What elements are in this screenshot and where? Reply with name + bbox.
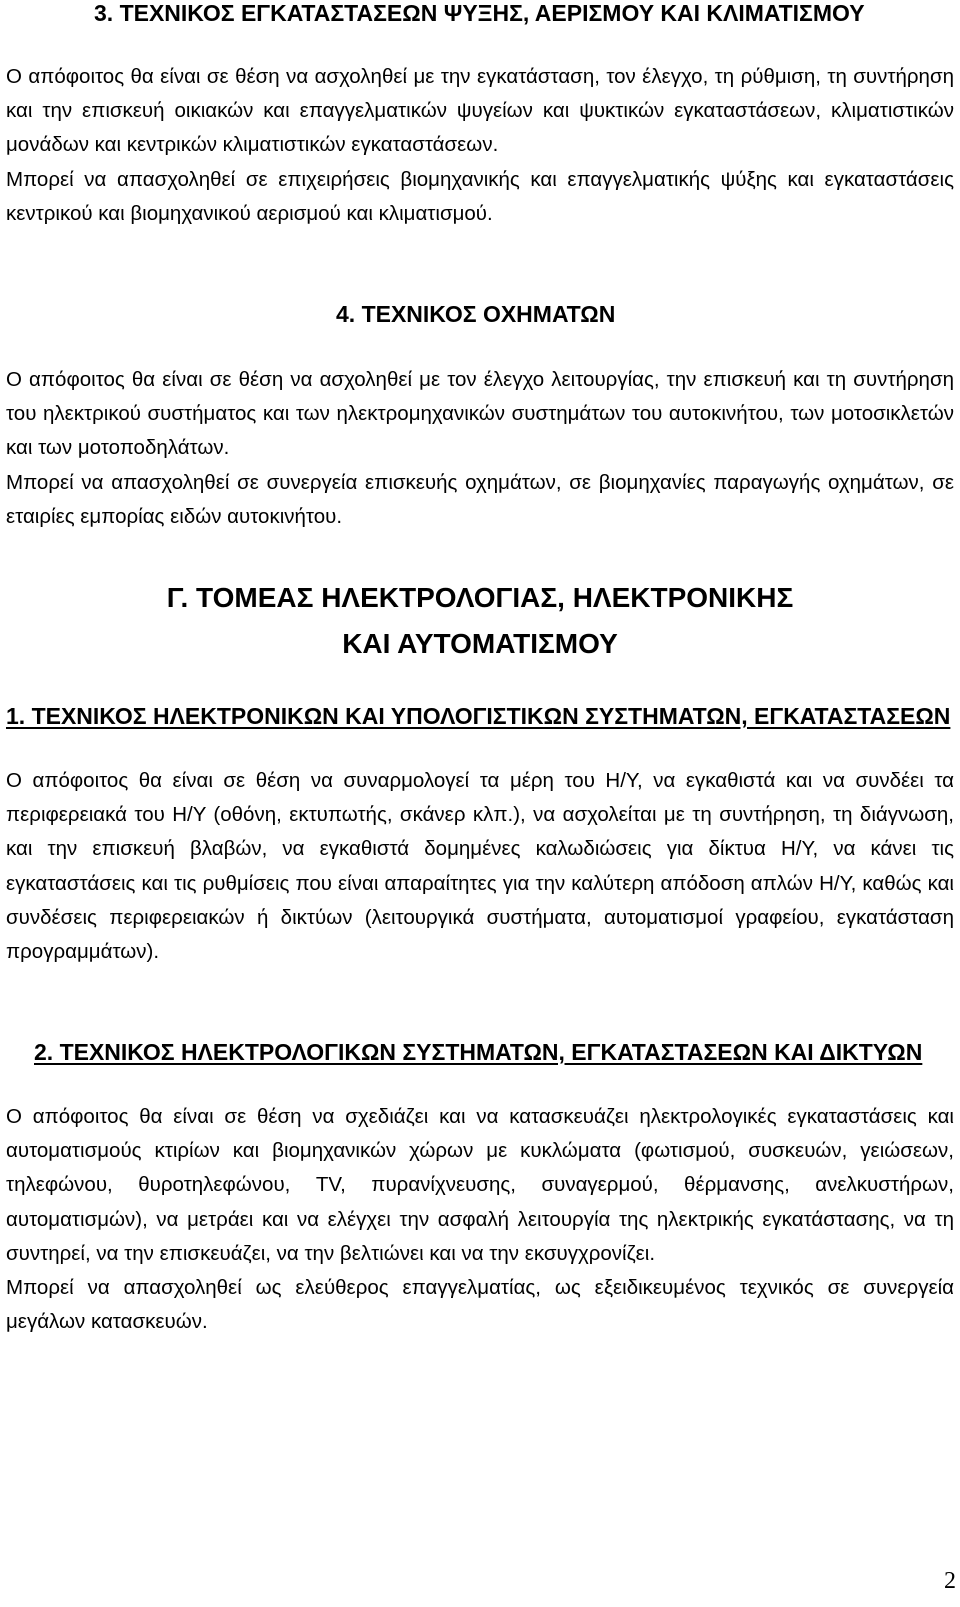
section-title-text: 3. ΤΕΧΝΙΚΟΣ ΕΓΚΑΤΑΣΤΑΣΕΩΝ ΨΥΞΗΣ, ΑΕΡΙΣΜΟΥ ΚΑΙ ΚΛΙΜΑΤΙΣΜΟΥ	[94, 0, 865, 26]
sector-heading-line-1: Γ. ΤΟΜΕΑΣ ΗΛΕΚΤΡΟΛΟΓΙΑΣ, ΗΛΕΚΤΡΟΝΙΚΗΣ	[166, 582, 794, 613]
paragraph: Ο απόφοιτος θα είναι σε θέση να ασχοληθεί με τον έλεγχο λειτουργίας, την επισκευή και τη συντήρηση του ηλεκτρικού συστήματος και των ηλεκτρομηχανικών συστημάτων του αυτοκινήτου, των μοτοσικλετών και των μοτοποδηλάτων.	[6, 368, 954, 460]
subsection-1-body	[6, 764, 954, 969]
section-title-text: 4. ΤΕΧΝΙΚΟΣ ΟΧΗΜΑΤΩΝ	[336, 301, 616, 327]
section-title-4	[336, 300, 615, 328]
paragraph: Ο απόφοιτος θα είναι σε θέση να συναρμολογεί τα μέρη του Η/Υ, να εγκαθιστά και να συνδέει τα περιφερειακά του Η/Υ (οθόνη, εκτυπωτής, σκάνερ κλπ.), να ασχολείται με τη συντήρηση, τη διάγνωση, και την επισκευή βλαβών, να εγκαθιστά δομημένες καλωδιώσεις για δίκτυα Η/Υ, να κάνει τις εγκαταστάσεις και τις ρυθμίσεις που είναι απαραίτητες για την καλύτερη απόδοση απλών Η/Υ, καθώς και συνδέσεις περιφερειακών ή δικτύων (λειτουργικά συστήματα, αυτοματισμοί γραφείου, εγκατάσταση προγραμμάτων).	[6, 769, 954, 964]
paragraph: Μπορεί να απασχοληθεί σε συνεργεία επισκευής οχημάτων, σε βιομηχανίες παραγωγής οχημάτων, σε εταιρίες εμπορίας ειδών αυτοκινήτου.	[6, 470, 954, 528]
section-title-3	[94, 0, 865, 27]
subsection-title-text: 1. ΤΕΧΝΙΚΟΣ ΗΛΕΚΤΡΟΝΙΚΩΝ ΚΑΙ ΥΠΟΛΟΓΙΣΤΙΚΩΝ ΣΥΣΤΗΜΑΤΩΝ, ΕΓΚΑΤΑΣΤΑΣΕΩΝ	[6, 703, 951, 729]
subsection-title-text: 2. ΤΕΧΝΙΚΟΣ ΗΛΕΚΤΡΟΛΟΓΙΚΩΝ ΣΥΣΤΗΜΑΤΩΝ, ΕΓΚΑΤΑΣΤΑΣΕΩΝ ΚΑΙ ΔΙΚΤΥΩΝ	[34, 1039, 923, 1065]
paragraph: Μπορεί να απασχοληθεί ως ελεύθερος επαγγελματίας, ως εξειδικευμένος τεχνικός σε συνεργεία μεγάλων κατασκευών.	[6, 1276, 954, 1334]
subsection-title-1	[6, 702, 950, 730]
sector-heading-line-2: ΚΑΙ ΑΥΤΟΜΑΤΙΣΜΟΥ	[342, 628, 618, 659]
paragraph: Ο απόφοιτος θα είναι σε θέση να σχεδιάζει και να κατασκευάζει ηλεκτρολογικές εγκαταστάσεις και αυτοματισμούς κτιρίων και βιομηχανικών χώρων με κυκλώματα (φωτισμού, συσκευών, γειώσεων, τηλεφώνου, θυροτηλεφώνου, TV, πυρανίχνευσης, συναγερμού, θέρμανσης, ανελκυστήρων, αυτοματισμών), να μετράει και να ελέγχει την ασφαλή λειτουργία της ηλεκτρικής εγκατάστασης, να τη συντηρεί, να την επισκευάζει, να την βελτιώνει και να την εκσυγχρονίζει.	[6, 1105, 954, 1265]
paragraph: Μπορεί να απασχοληθεί σε επιχειρήσεις βιομηχανικής και επαγγελματικής ψύξης και εγκαταστάσεις κεντρικού και βιομηχανικού αερισμού και κλιματισμού.	[6, 167, 954, 225]
page-number: 2	[944, 1568, 956, 1594]
subsection-2-body	[6, 1100, 954, 1339]
section-3-body	[6, 60, 954, 231]
paragraph: Ο απόφοιτος θα είναι σε θέση να ασχοληθεί με την εγκατάσταση, τον έλεγχο, τη ρύθμιση, τη συντήρηση και την επισκευή οικιακών και επαγγελματικών ψυγείων και ψυκτικών εγκαταστάσεων, κλιματιστικών μονάδων και κεντρικών κλιματιστικών εγκαταστάσεων.	[6, 65, 954, 157]
subsection-title-2	[34, 1038, 922, 1066]
sector-heading	[0, 575, 960, 667]
section-4-body	[6, 363, 954, 534]
